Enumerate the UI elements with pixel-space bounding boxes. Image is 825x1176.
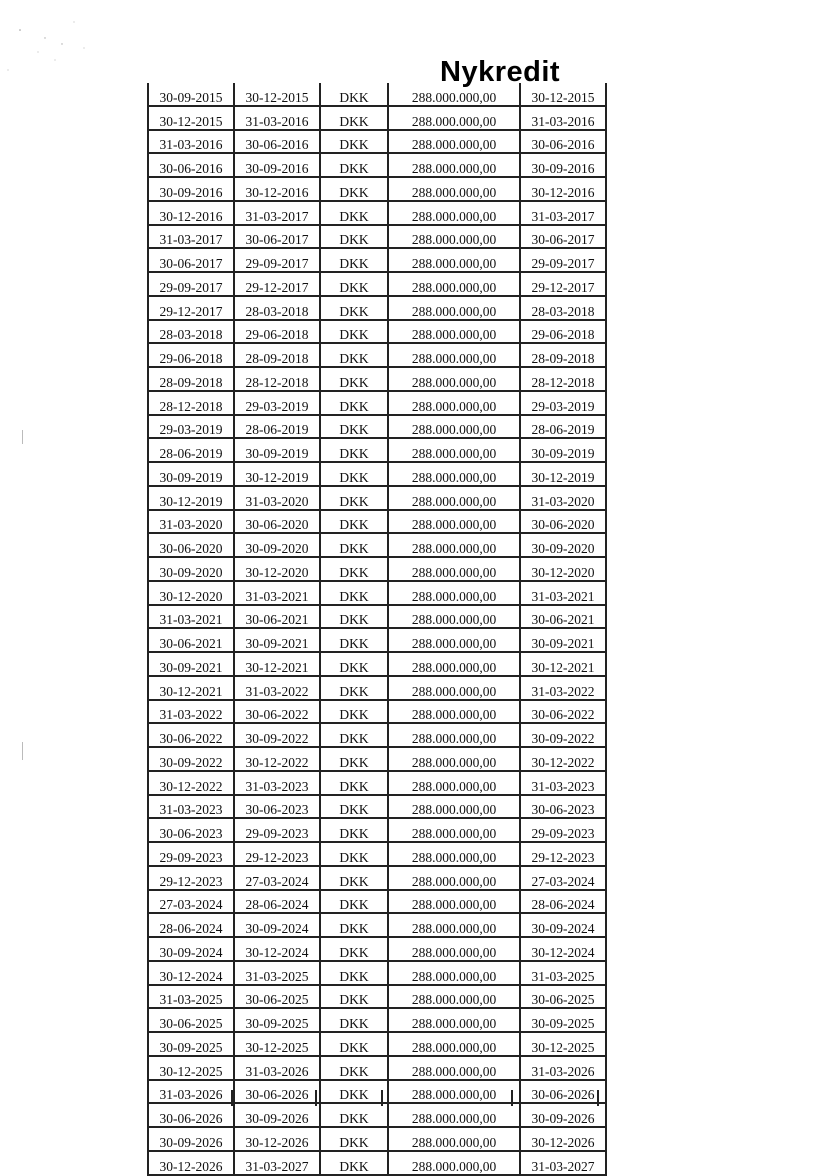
end-date-cell: 30-06-2023 — [234, 795, 320, 819]
currency-cell: DKK — [320, 818, 388, 842]
currency-cell: DKK — [320, 676, 388, 700]
table-row — [148, 153, 606, 177]
payment-date-cell: 31-03-2021 — [520, 581, 606, 605]
table-row — [148, 106, 606, 130]
payment-date-cell: 30-09-2022 — [520, 723, 606, 747]
end-date-cell: 30-12-2015 — [234, 83, 320, 106]
end-date-cell: 30-09-2019 — [234, 438, 320, 462]
table-row — [148, 866, 606, 890]
currency-cell: DKK — [320, 415, 388, 439]
table-row — [148, 177, 606, 201]
table-row — [148, 533, 606, 557]
currency-cell: DKK — [320, 391, 388, 415]
amount-cell: 288.000.000,00 — [388, 1056, 520, 1080]
amount-cell: 288.000.000,00 — [388, 272, 520, 296]
start-date-cell: 31-03-2020 — [148, 510, 234, 534]
payment-date-cell: 28-03-2018 — [520, 296, 606, 320]
payment-date-cell: 30-12-2020 — [520, 557, 606, 581]
table-row — [148, 723, 606, 747]
start-date-cell: 30-12-2026 — [148, 1151, 234, 1175]
end-date-cell: 30-12-2021 — [234, 652, 320, 676]
payment-schedule-table — [147, 83, 607, 1176]
table-row — [148, 961, 606, 985]
payment-date-cell: 31-03-2020 — [520, 486, 606, 510]
start-date-cell: 30-09-2026 — [148, 1127, 234, 1151]
amount-cell: 288.000.000,00 — [388, 177, 520, 201]
amount-cell: 288.000.000,00 — [388, 1032, 520, 1056]
table-row — [148, 438, 606, 462]
table-row — [148, 367, 606, 391]
payment-date-cell: 30-09-2025 — [520, 1008, 606, 1032]
payment-date-cell: 28-12-2018 — [520, 367, 606, 391]
table-row — [148, 605, 606, 629]
end-date-cell: 30-06-2020 — [234, 510, 320, 534]
start-date-cell: 30-06-2022 — [148, 723, 234, 747]
end-date-cell: 30-09-2016 — [234, 153, 320, 177]
start-date-cell: 28-12-2018 — [148, 391, 234, 415]
end-date-cell: 29-09-2017 — [234, 248, 320, 272]
end-date-cell: 30-12-2024 — [234, 937, 320, 961]
payment-date-cell: 30-12-2022 — [520, 747, 606, 771]
currency-cell: DKK — [320, 225, 388, 249]
payment-date-cell: 30-12-2016 — [520, 177, 606, 201]
currency-cell: DKK — [320, 1151, 388, 1175]
amount-cell: 288.000.000,00 — [388, 985, 520, 1009]
amount-cell: 288.000.000,00 — [388, 605, 520, 629]
table-row — [148, 272, 606, 296]
payment-date-cell: 30-12-2015 — [520, 83, 606, 106]
currency-cell: DKK — [320, 747, 388, 771]
currency-cell: DKK — [320, 605, 388, 629]
end-date-cell: 28-03-2018 — [234, 296, 320, 320]
start-date-cell: 30-12-2022 — [148, 771, 234, 795]
amount-cell: 288.000.000,00 — [388, 225, 520, 249]
payment-date-cell: 29-09-2023 — [520, 818, 606, 842]
table-row — [148, 462, 606, 486]
end-date-cell: 30-12-2022 — [234, 747, 320, 771]
start-date-cell: 30-09-2021 — [148, 652, 234, 676]
table-row — [148, 1008, 606, 1032]
table-row — [148, 747, 606, 771]
end-date-cell: 30-06-2016 — [234, 130, 320, 154]
payment-date-cell: 31-03-2026 — [520, 1056, 606, 1080]
schedule-body — [148, 83, 606, 1175]
scan-specks — [0, 0, 120, 120]
amount-cell: 288.000.000,00 — [388, 153, 520, 177]
payment-date-cell: 30-09-2019 — [520, 438, 606, 462]
currency-cell: DKK — [320, 557, 388, 581]
amount-cell: 288.000.000,00 — [388, 320, 520, 344]
start-date-cell: 31-03-2021 — [148, 605, 234, 629]
payment-date-cell: 30-09-2021 — [520, 628, 606, 652]
start-date-cell: 28-09-2018 — [148, 367, 234, 391]
end-date-cell: 30-06-2025 — [234, 985, 320, 1009]
start-date-cell: 30-09-2020 — [148, 557, 234, 581]
start-date-cell: 30-12-2016 — [148, 201, 234, 225]
table-row — [148, 486, 606, 510]
end-date-cell: 30-12-2026 — [234, 1127, 320, 1151]
amount-cell: 288.000.000,00 — [388, 842, 520, 866]
start-date-cell: 30-12-2019 — [148, 486, 234, 510]
payment-date-cell: 29-12-2023 — [520, 842, 606, 866]
end-date-cell: 29-03-2019 — [234, 391, 320, 415]
table-row — [148, 818, 606, 842]
table-row — [148, 985, 606, 1009]
table-row — [148, 1103, 606, 1127]
start-date-cell: 30-12-2021 — [148, 676, 234, 700]
currency-cell: DKK — [320, 533, 388, 557]
start-date-cell: 30-06-2017 — [148, 248, 234, 272]
table-row — [148, 771, 606, 795]
currency-cell: DKK — [320, 462, 388, 486]
payment-date-cell: 31-03-2022 — [520, 676, 606, 700]
payment-date-cell: 30-12-2019 — [520, 462, 606, 486]
amount-cell: 288.000.000,00 — [388, 890, 520, 914]
payment-date-cell: 27-03-2024 — [520, 866, 606, 890]
payment-date-cell: 30-12-2024 — [520, 937, 606, 961]
currency-cell: DKK — [320, 177, 388, 201]
currency-cell: DKK — [320, 985, 388, 1009]
table-row — [148, 557, 606, 581]
start-date-cell: 30-06-2025 — [148, 1008, 234, 1032]
currency-cell: DKK — [320, 367, 388, 391]
payment-date-cell: 30-06-2016 — [520, 130, 606, 154]
amount-cell: 288.000.000,00 — [388, 106, 520, 130]
amount-cell: 288.000.000,00 — [388, 1103, 520, 1127]
payment-date-cell: 31-03-2023 — [520, 771, 606, 795]
amount-cell: 288.000.000,00 — [388, 438, 520, 462]
start-date-cell: 30-09-2015 — [148, 83, 234, 106]
table-row — [148, 581, 606, 605]
payment-date-cell: 30-09-2016 — [520, 153, 606, 177]
start-date-cell: 29-06-2018 — [148, 343, 234, 367]
amount-cell: 288.000.000,00 — [388, 652, 520, 676]
start-date-cell: 29-09-2023 — [148, 842, 234, 866]
end-date-cell: 30-06-2021 — [234, 605, 320, 629]
end-date-cell: 28-12-2018 — [234, 367, 320, 391]
currency-cell: DKK — [320, 1008, 388, 1032]
start-date-cell: 28-06-2019 — [148, 438, 234, 462]
end-date-cell: 30-09-2026 — [234, 1103, 320, 1127]
end-date-cell: 30-12-2025 — [234, 1032, 320, 1056]
amount-cell: 288.000.000,00 — [388, 676, 520, 700]
payment-date-cell: 30-06-2022 — [520, 700, 606, 724]
payment-date-cell: 28-06-2024 — [520, 890, 606, 914]
start-date-cell: 31-03-2026 — [148, 1080, 234, 1104]
end-date-cell: 28-06-2019 — [234, 415, 320, 439]
start-date-cell: 28-06-2024 — [148, 913, 234, 937]
payment-date-cell: 30-06-2020 — [520, 510, 606, 534]
payment-date-cell: 28-06-2019 — [520, 415, 606, 439]
table-row — [148, 320, 606, 344]
end-date-cell: 31-03-2027 — [234, 1151, 320, 1175]
payment-date-cell: 30-06-2023 — [520, 795, 606, 819]
end-date-cell: 30-09-2021 — [234, 628, 320, 652]
table-row — [148, 628, 606, 652]
amount-cell: 288.000.000,00 — [388, 510, 520, 534]
end-date-cell: 30-12-2020 — [234, 557, 320, 581]
table-row — [148, 700, 606, 724]
payment-date-cell: 29-03-2019 — [520, 391, 606, 415]
payment-date-cell: 30-06-2021 — [520, 605, 606, 629]
payment-date-cell: 30-12-2026 — [520, 1127, 606, 1151]
column-divider — [147, 1090, 149, 1106]
payment-date-cell: 30-12-2021 — [520, 652, 606, 676]
table-row — [148, 343, 606, 367]
column-divider — [231, 1090, 233, 1106]
currency-cell: DKK — [320, 201, 388, 225]
payment-date-cell: 30-12-2025 — [520, 1032, 606, 1056]
start-date-cell: 30-09-2025 — [148, 1032, 234, 1056]
start-date-cell: 29-03-2019 — [148, 415, 234, 439]
payment-date-cell: 29-12-2017 — [520, 272, 606, 296]
amount-cell: 288.000.000,00 — [388, 391, 520, 415]
currency-cell: DKK — [320, 1056, 388, 1080]
amount-cell: 288.000.000,00 — [388, 1127, 520, 1151]
currency-cell: DKK — [320, 248, 388, 272]
payment-date-cell: 28-09-2018 — [520, 343, 606, 367]
end-date-cell: 30-06-2022 — [234, 700, 320, 724]
end-date-cell: 28-06-2024 — [234, 890, 320, 914]
table-row — [148, 225, 606, 249]
currency-cell: DKK — [320, 700, 388, 724]
column-divider — [381, 1090, 383, 1106]
start-date-cell: 31-03-2022 — [148, 700, 234, 724]
end-date-cell: 30-09-2025 — [234, 1008, 320, 1032]
end-date-cell: 31-03-2017 — [234, 201, 320, 225]
start-date-cell: 29-12-2023 — [148, 866, 234, 890]
currency-cell: DKK — [320, 866, 388, 890]
start-date-cell: 30-06-2023 — [148, 818, 234, 842]
end-date-cell: 28-09-2018 — [234, 343, 320, 367]
start-date-cell: 30-06-2021 — [148, 628, 234, 652]
amount-cell: 288.000.000,00 — [388, 343, 520, 367]
end-date-cell: 29-12-2017 — [234, 272, 320, 296]
table-row — [148, 415, 606, 439]
payment-date-cell: 29-09-2017 — [520, 248, 606, 272]
currency-cell: DKK — [320, 1127, 388, 1151]
table-row — [148, 510, 606, 534]
end-date-cell: 30-12-2019 — [234, 462, 320, 486]
start-date-cell: 31-03-2017 — [148, 225, 234, 249]
table-row — [148, 676, 606, 700]
currency-cell: DKK — [320, 486, 388, 510]
payment-date-cell: 30-09-2026 — [520, 1103, 606, 1127]
end-date-cell: 31-03-2026 — [234, 1056, 320, 1080]
end-date-cell: 31-03-2025 — [234, 961, 320, 985]
end-date-cell: 29-06-2018 — [234, 320, 320, 344]
amount-cell: 288.000.000,00 — [388, 723, 520, 747]
margin-mark — [22, 430, 23, 444]
currency-cell: DKK — [320, 130, 388, 154]
table-row — [148, 391, 606, 415]
currency-cell: DKK — [320, 937, 388, 961]
currency-cell: DKK — [320, 913, 388, 937]
start-date-cell: 30-09-2022 — [148, 747, 234, 771]
column-divider — [315, 1090, 317, 1106]
amount-cell: 288.000.000,00 — [388, 1008, 520, 1032]
amount-cell: 288.000.000,00 — [388, 1151, 520, 1175]
nykredit-logo: Nykredit — [440, 56, 561, 88]
currency-cell: DKK — [320, 83, 388, 106]
amount-cell: 288.000.000,00 — [388, 700, 520, 724]
end-date-cell: 27-03-2024 — [234, 866, 320, 890]
start-date-cell: 30-09-2016 — [148, 177, 234, 201]
payment-date-cell: 30-09-2020 — [520, 533, 606, 557]
payment-date-cell: 29-06-2018 — [520, 320, 606, 344]
currency-cell: DKK — [320, 842, 388, 866]
start-date-cell: 30-12-2024 — [148, 961, 234, 985]
end-date-cell: 30-12-2016 — [234, 177, 320, 201]
amount-cell: 288.000.000,00 — [388, 581, 520, 605]
currency-cell: DKK — [320, 581, 388, 605]
payment-date-cell: 30-06-2026 — [520, 1080, 606, 1104]
currency-cell: DKK — [320, 153, 388, 177]
column-divider — [511, 1090, 513, 1106]
amount-cell: 288.000.000,00 — [388, 913, 520, 937]
start-date-cell: 29-09-2017 — [148, 272, 234, 296]
amount-cell: 288.000.000,00 — [388, 771, 520, 795]
start-date-cell: 31-03-2023 — [148, 795, 234, 819]
payment-date-cell: 31-03-2017 — [520, 201, 606, 225]
start-date-cell: 30-06-2026 — [148, 1103, 234, 1127]
end-date-cell: 31-03-2023 — [234, 771, 320, 795]
start-date-cell: 27-03-2024 — [148, 890, 234, 914]
end-date-cell: 29-09-2023 — [234, 818, 320, 842]
amount-cell: 288.000.000,00 — [388, 486, 520, 510]
start-date-cell: 30-12-2020 — [148, 581, 234, 605]
currency-cell: DKK — [320, 890, 388, 914]
amount-cell: 288.000.000,00 — [388, 795, 520, 819]
start-date-cell: 30-06-2020 — [148, 533, 234, 557]
payment-date-cell: 31-03-2027 — [520, 1151, 606, 1175]
start-date-cell: 30-12-2015 — [148, 106, 234, 130]
currency-cell: DKK — [320, 343, 388, 367]
table-row — [148, 890, 606, 914]
currency-cell: DKK — [320, 961, 388, 985]
table-row — [148, 842, 606, 866]
currency-cell: DKK — [320, 320, 388, 344]
start-date-cell: 31-03-2016 — [148, 130, 234, 154]
amount-cell: 288.000.000,00 — [388, 533, 520, 557]
currency-cell: DKK — [320, 652, 388, 676]
currency-cell: DKK — [320, 296, 388, 320]
table-row — [148, 937, 606, 961]
payment-date-cell: 30-09-2024 — [520, 913, 606, 937]
amount-cell: 288.000.000,00 — [388, 248, 520, 272]
currency-cell: DKK — [320, 628, 388, 652]
start-date-cell: 30-09-2019 — [148, 462, 234, 486]
end-date-cell: 30-09-2024 — [234, 913, 320, 937]
end-date-cell: 31-03-2022 — [234, 676, 320, 700]
amount-cell: 288.000.000,00 — [388, 1080, 520, 1104]
start-date-cell: 30-09-2024 — [148, 937, 234, 961]
amount-cell: 288.000.000,00 — [388, 201, 520, 225]
table-row — [148, 1151, 606, 1175]
currency-cell: DKK — [320, 510, 388, 534]
amount-cell: 288.000.000,00 — [388, 367, 520, 391]
end-date-cell: 31-03-2021 — [234, 581, 320, 605]
margin-mark — [22, 742, 23, 760]
currency-cell: DKK — [320, 795, 388, 819]
currency-cell: DKK — [320, 438, 388, 462]
table-row — [148, 913, 606, 937]
table-row — [148, 201, 606, 225]
currency-cell: DKK — [320, 272, 388, 296]
end-date-cell: 30-06-2017 — [234, 225, 320, 249]
payment-date-cell: 31-03-2016 — [520, 106, 606, 130]
end-date-cell: 30-06-2026 — [234, 1080, 320, 1104]
start-date-cell: 28-03-2018 — [148, 320, 234, 344]
amount-cell: 288.000.000,00 — [388, 866, 520, 890]
table-row — [148, 652, 606, 676]
table-row — [148, 1032, 606, 1056]
amount-cell: 288.000.000,00 — [388, 130, 520, 154]
amount-cell: 288.000.000,00 — [388, 747, 520, 771]
currency-cell: DKK — [320, 106, 388, 130]
currency-cell: DKK — [320, 1032, 388, 1056]
start-date-cell: 29-12-2017 — [148, 296, 234, 320]
currency-cell: DKK — [320, 1103, 388, 1127]
amount-cell: 288.000.000,00 — [388, 462, 520, 486]
amount-cell: 288.000.000,00 — [388, 937, 520, 961]
end-date-cell: 29-12-2023 — [234, 842, 320, 866]
start-date-cell: 31-03-2025 — [148, 985, 234, 1009]
table-row — [148, 795, 606, 819]
end-date-cell: 30-09-2020 — [234, 533, 320, 557]
payment-date-cell: 30-06-2025 — [520, 985, 606, 1009]
amount-cell: 288.000.000,00 — [388, 83, 520, 106]
start-date-cell: 30-06-2016 — [148, 153, 234, 177]
amount-cell: 288.000.000,00 — [388, 415, 520, 439]
currency-cell: DKK — [320, 1080, 388, 1104]
amount-cell: 288.000.000,00 — [388, 818, 520, 842]
amount-cell: 288.000.000,00 — [388, 557, 520, 581]
currency-cell: DKK — [320, 723, 388, 747]
payment-date-cell: 31-03-2025 — [520, 961, 606, 985]
end-date-cell: 30-09-2022 — [234, 723, 320, 747]
end-date-cell: 31-03-2020 — [234, 486, 320, 510]
end-date-cell: 31-03-2016 — [234, 106, 320, 130]
table-row — [148, 1127, 606, 1151]
currency-cell: DKK — [320, 771, 388, 795]
payment-date-cell: 30-06-2017 — [520, 225, 606, 249]
table-row — [148, 248, 606, 272]
amount-cell: 288.000.000,00 — [388, 296, 520, 320]
table-row — [148, 1056, 606, 1080]
amount-cell: 288.000.000,00 — [388, 628, 520, 652]
start-date-cell: 30-12-2025 — [148, 1056, 234, 1080]
table-trailing-rule — [147, 1090, 599, 1106]
table-row — [148, 130, 606, 154]
amount-cell: 288.000.000,00 — [388, 961, 520, 985]
column-divider — [597, 1090, 599, 1106]
table-row — [148, 83, 606, 106]
table-row — [148, 296, 606, 320]
